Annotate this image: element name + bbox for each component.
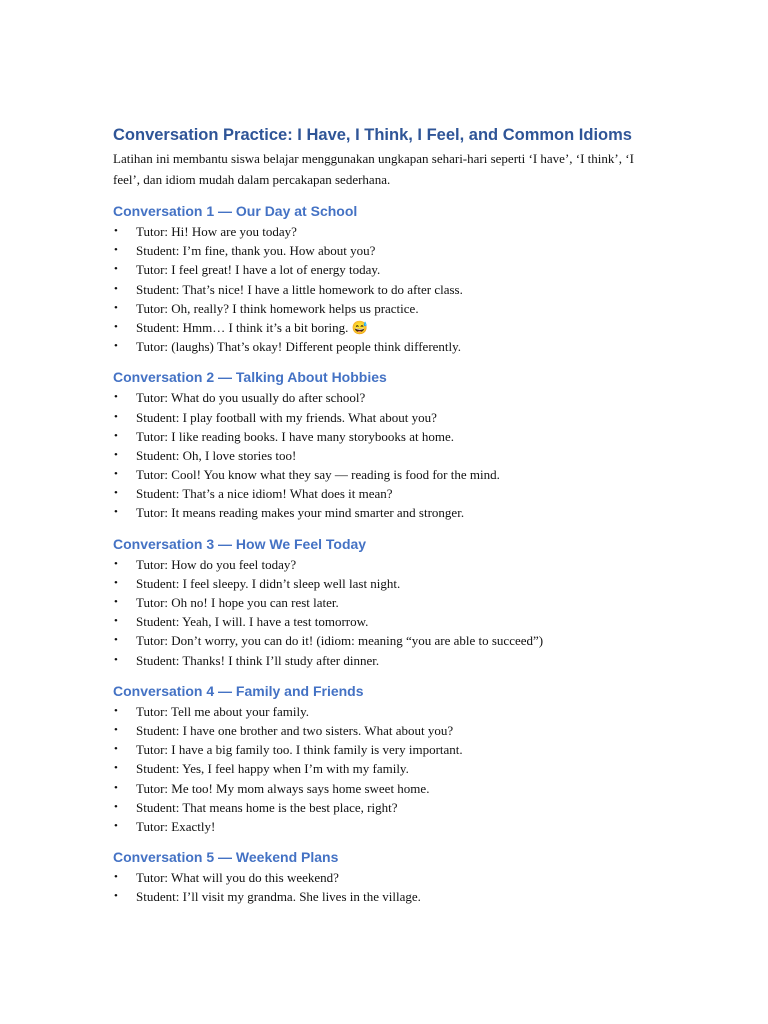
dialogue-line	[113, 868, 658, 887]
bullet-icon: •	[114, 723, 118, 736]
dialogue-line	[113, 798, 658, 817]
conversation-section	[113, 533, 658, 670]
conversation-section	[113, 366, 658, 522]
dialogue-line	[113, 740, 658, 759]
dialogue-line	[113, 446, 658, 465]
dialogue-text: Student: I play football with my friends. What about you?	[136, 409, 437, 425]
dialogue-text: Tutor: Oh, really? I think homework helps us practice.	[136, 300, 419, 316]
dialogue-line	[113, 612, 658, 631]
intro-paragraph: Latihan ini membantu siswa belajar menggunakan ungkapan sehari-hari seperti ‘I have’, ‘I think’, ‘I feel’, dan idiom mudah dalam percakapan sederhana.	[113, 151, 634, 187]
bullet-icon: •	[114, 340, 118, 353]
bullet-icon: •	[114, 615, 118, 628]
dialogue-text: Student: I’ll visit my grandma. She lives in the village.	[136, 889, 421, 905]
dialogue-line	[113, 241, 658, 260]
dialogue-text: Tutor: What will you do this weekend?	[136, 870, 339, 886]
bullet-icon: •	[114, 429, 118, 442]
bullet-icon: •	[114, 557, 118, 570]
dialogue-text: Tutor: Exactly!	[136, 818, 216, 834]
dialogue-line	[113, 337, 658, 356]
dialogue-line	[113, 759, 658, 778]
dialogue-list	[113, 388, 658, 522]
dialogue-line	[113, 484, 658, 503]
bullet-icon: •	[114, 410, 118, 423]
dialogue-line	[113, 779, 658, 798]
conversation-section	[113, 846, 658, 906]
bullet-icon: •	[114, 819, 118, 832]
dialogue-text: Student: That’s a nice idiom! What does it mean?	[136, 486, 393, 502]
dialogue-text: Tutor: Oh no! I hope you can rest later.	[136, 595, 339, 610]
dialogue-line	[113, 631, 658, 650]
dialogue-text: Tutor: I like reading books. I have many storybooks at home.	[136, 428, 454, 444]
dialogue-list	[113, 222, 658, 356]
dialogue-text: Tutor: Don’t worry, you can do it! (idiom: meaning “you are able to succeed”)	[136, 633, 544, 649]
bullet-icon: •	[114, 634, 118, 647]
dialogue-text: Tutor: I feel great! I have a lot of energy today.	[136, 262, 381, 278]
dialogue-line	[113, 887, 658, 906]
bullet-icon: •	[114, 871, 118, 884]
section-heading: Conversation 1 — Our Day at School	[113, 203, 358, 219]
dialogue-text: Tutor: Hi! How are you today?	[136, 224, 297, 239]
dialogue-line	[113, 817, 658, 836]
dialogue-text: Student: I have one brother and two sisters. What about you?	[136, 722, 454, 738]
dialogue-text: Student: Thanks! I think I’ll study after dinner.	[136, 652, 380, 668]
dialogue-line	[113, 702, 658, 721]
conversation-sections	[113, 200, 658, 906]
dialogue-text: Student: I’m fine, thank you. How about you?	[136, 243, 376, 259]
dialogue-line	[113, 260, 658, 279]
document-title: Conversation Practice: I Have, I Think, I Feel, and Common Idioms	[113, 126, 632, 144]
bullet-icon: •	[114, 762, 118, 775]
dialogue-line	[113, 318, 658, 337]
bullet-icon: •	[114, 468, 118, 481]
dialogue-line	[113, 574, 658, 593]
bullet-icon: •	[114, 282, 118, 295]
dialogue-text: Student: That means home is the best place, right?	[136, 799, 398, 815]
bullet-icon: •	[114, 653, 118, 666]
bullet-icon: •	[114, 320, 118, 333]
dialogue-text: Tutor: Cool! You know what they say — reading is food for the mind.	[136, 467, 500, 483]
bullet-icon: •	[114, 704, 118, 717]
dialogue-line	[113, 427, 658, 446]
bullet-icon: •	[114, 506, 118, 519]
dialogue-text: Tutor: I have a big family too. I think family is very important.	[136, 742, 463, 758]
dialogue-text: Student: I feel sleepy. I didn’t sleep well last night.	[136, 575, 401, 591]
dialogue-text: Tutor: What do you usually do after school?	[136, 390, 366, 406]
bullet-icon: •	[114, 781, 118, 794]
dialogue-text: Student: Hmm… I think it’s a bit boring. 😅	[136, 319, 368, 335]
dialogue-line	[113, 299, 658, 318]
bullet-icon: •	[114, 596, 118, 608]
dialogue-list	[113, 555, 658, 670]
conversation-section	[113, 680, 658, 836]
bullet-icon: •	[114, 301, 118, 314]
dialogue-line	[113, 721, 658, 740]
conversation-section	[113, 200, 658, 356]
section-heading: Conversation 3 — How We Feel Today	[113, 535, 367, 552]
document-page	[113, 124, 658, 906]
dialogue-line	[113, 280, 658, 299]
dialogue-line	[113, 503, 658, 522]
dialogue-text: Tutor: It means reading makes your mind smarter and stronger.	[136, 505, 465, 521]
bullet-icon: •	[114, 890, 118, 903]
dialogue-text: Tutor: Me too! My mom always says home sweet home.	[136, 780, 430, 796]
section-heading: Conversation 5 — Weekend Plans	[113, 849, 339, 866]
dialogue-text: Tutor: Tell me about your family.	[136, 703, 310, 719]
dialogue-line	[113, 388, 658, 407]
dialogue-text: Student: Yes, I feel happy when I’m with my family.	[136, 761, 409, 777]
bullet-icon: •	[114, 576, 118, 589]
dialogue-line	[113, 651, 658, 670]
bullet-icon: •	[114, 448, 118, 461]
dialogue-line	[113, 593, 658, 612]
section-heading: Conversation 2 — Talking About Hobbies	[113, 369, 387, 386]
bullet-icon: •	[114, 225, 118, 237]
dialogue-text: Tutor: How do you feel today?	[136, 556, 297, 572]
bullet-icon: •	[114, 263, 118, 276]
dialogue-text: Student: Yeah, I will. I have a test tomorrow.	[136, 614, 369, 630]
section-heading: Conversation 4 — Family and Friends	[113, 682, 364, 699]
dialogue-line	[113, 555, 658, 574]
dialogue-line	[113, 222, 658, 241]
dialogue-list	[113, 868, 658, 906]
bullet-icon: •	[114, 800, 118, 813]
dialogue-text: Tutor: (laughs) That’s okay! Different people think differently.	[136, 339, 462, 355]
dialogue-text: Student: That’s nice! I have a little homework to do after class.	[136, 281, 463, 297]
bullet-icon: •	[114, 743, 118, 756]
bullet-icon: •	[114, 244, 118, 257]
dialogue-text: Student: Oh, I love stories too!	[136, 447, 297, 463]
dialogue-line	[113, 465, 658, 484]
dialogue-line	[113, 408, 658, 427]
dialogue-list	[113, 702, 658, 836]
bullet-icon: •	[114, 391, 118, 404]
bullet-icon: •	[114, 487, 118, 500]
